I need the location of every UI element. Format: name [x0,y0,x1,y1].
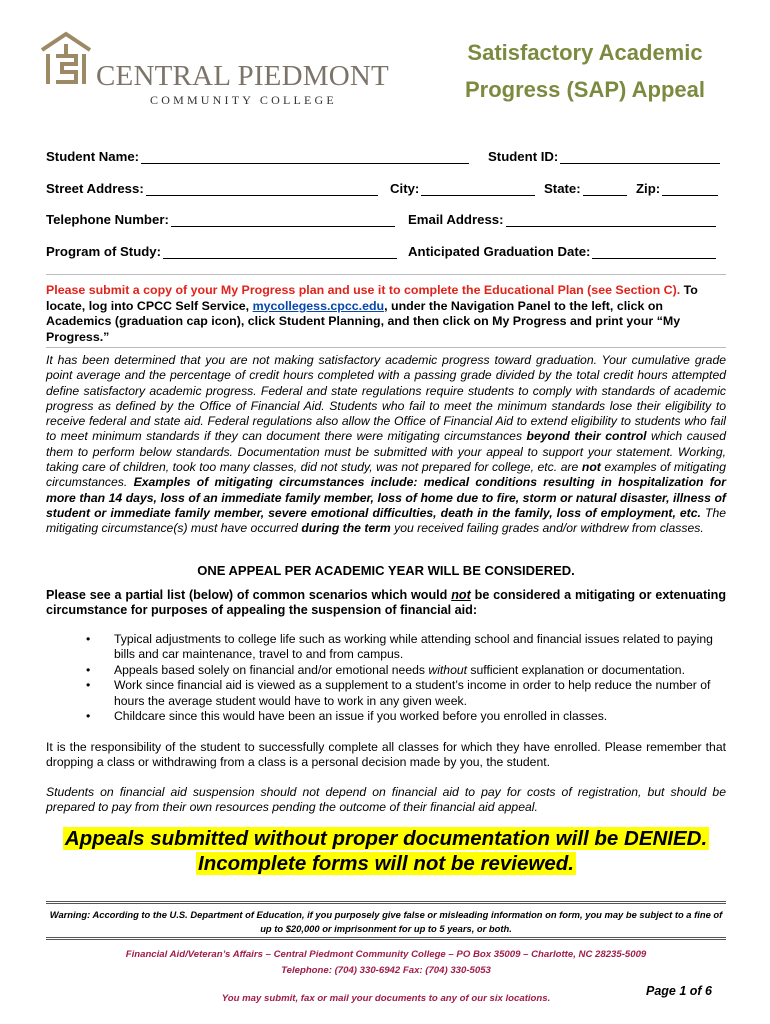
footer-address: Financial Aid/Veteran’s Affairs – Central Piedmont Community College – PO Box 35009 – Charlotte, NC 28235-5009 [125,949,647,960]
graduation-line[interactable] [592,244,716,259]
list-item [86,632,726,663]
zip-label: Zip: [636,181,661,196]
callout-line-2: Incomplete forms will not be reviewed. [198,852,574,875]
suspension-note: Students on financial aid suspension should not depend on financial aid to pay for costs of registration, but should be prepared to pay from their own resources pending the outcome of their financial aid appeal. [46,785,726,815]
one-appeal-heading: ONE APPEAL PER ACADEMIC YEAR WILL BE CONSIDERED. [197,563,575,578]
graduation-label: Anticipated Graduation Date: [408,244,591,259]
telephone-label: Telephone Number: [46,212,169,227]
list-item [86,678,726,709]
intro-text-5: you received failing grades and/or withdrew from classes. [394,521,704,536]
bullet-icon: • [86,632,91,646]
list-item-text: sufficient explanation or documentation. [470,662,685,677]
footer-locations: You may submit, fax or mail your documents to any of our six locations. [221,993,551,1004]
page-number: Page 1 of 6 [646,984,712,998]
state-field[interactable] [544,181,627,196]
instructions [46,283,726,345]
intro-text-1: It has been determined that you are not making satisfactory academic progress toward graduation. Your cumulative grade point average and the percentage of credit hours completed with a passing grade divided by the total credit hours attempted define satisfactory academic progress. Federal and state regulations require students to comply with standards of academic progress as defined by the Office of Financial Aid. Students who fail to meet the minimum standards lose their eligibility to receive federal and state aid. Federal regulations also allow the Office of Financial Aid to extend eligibility to students who fail to meet minimum standards if they can document there were mitigating circumstances [46,353,726,444]
logo-name: CENTRAL PIEDMONT [96,60,389,92]
student-name-label: Student Name: [46,149,140,164]
graduation-field[interactable] [408,244,716,259]
student-id-field[interactable] [488,149,720,164]
title-line-2: Progress (SAP) Appeal [464,77,706,102]
row-program [46,244,730,262]
instructions-text-a: To locate, log into CPCC Self Service, [46,283,698,313]
street-address-field[interactable] [46,181,378,196]
state-line[interactable] [583,181,627,196]
student-id-label: Student ID: [488,149,559,164]
row-student [46,149,730,167]
intro-paragraph [46,353,726,537]
college-logo [38,30,389,110]
callout-line-1: Appeals submitted without proper documentation will be DENIED. [64,827,708,850]
instructions-red: Please submit a copy of your My Progress plan and use it to complete the Educational Plan (see Section C). [46,283,681,297]
intro-text-4: The mitigating circumstance(s) must have occurred [46,505,727,536]
email-field[interactable] [408,212,716,227]
partial-list-text-a: Please see a partial list (below) of common scenarios which would [46,588,448,602]
partial-list-text-b: be considered a mitigating or extenuating circumstance for purposes of appealing the suspension of financial aid: [46,588,727,618]
city-label: City: [390,181,420,196]
college-emblem-icon [38,30,94,90]
student-id-line[interactable] [560,149,720,164]
denial-callout [46,826,726,876]
intro-beyond-control: beyond their control [526,429,647,444]
city-field[interactable] [390,181,535,196]
responsibility-paragraph: It is the responsibility of the student to successfully complete all classes for which they have enrolled. Please remember that dropping a class or withdrawing from a class is a personal decision made by you, the student. [46,740,726,770]
zip-line[interactable] [662,181,718,196]
intro-examples: Examples of mitigating circumstances include: medical conditions resulting in hospitalization for more than 14 days, loss of an immediate family member, loss of home due to fire, storm or natural disaster, illness of student or immediate family member, severe emotional difficulties, death in the family, loss of employment, etc. [46,475,726,520]
list-item-without: without [428,662,468,677]
list-item [86,663,726,678]
student-name-field[interactable] [46,149,469,164]
list-item-text: Appeals based solely on financial and/or emotional needs [114,662,425,677]
self-service-link[interactable]: mycollegess.cpcc.edu [252,298,385,313]
bullet-icon: • [86,678,91,693]
partial-list-not: not [451,588,471,602]
partial-list-intro [46,588,726,619]
row-address [46,181,730,199]
city-line[interactable] [421,181,535,196]
intro-text-3: examples of mitigating circumstances. [46,460,727,490]
program-field[interactable] [46,244,397,259]
zip-field[interactable] [636,181,718,196]
telephone-line[interactable] [171,212,395,227]
intro-during-term: during the term [301,521,391,536]
logo-subtitle: COMMUNITY COLLEGE [150,93,337,107]
street-address-line[interactable] [146,181,378,196]
footer-phone: Telephone: (704) 330-6942 Fax: (704) 330-5053 [281,965,491,976]
program-line[interactable] [163,244,397,259]
intro-text-2: which caused them to perform below standards. Documentation must be submitted with your appeal to support your statement. Working, taking care of children, took too many classes, did not study, was not prepared for college, etc. are [46,429,726,475]
document-title [440,34,730,108]
divider-instructions [46,347,726,348]
list-item [86,709,726,724]
non-mitigating-list [86,632,726,724]
state-label: State: [544,181,581,196]
street-address-label: Street Address: [46,181,144,196]
title-line-1: Satisfactory Academic [467,40,703,65]
divider-warning-bottom [46,937,726,940]
email-line[interactable] [506,212,716,227]
list-item-text: Childcare since this would have been an issue if you worked before you enrolled in classes. [114,709,608,724]
divider-top [46,274,726,275]
email-label: Email Address: [408,212,504,227]
program-label: Program of Study: [46,244,162,259]
instructions-text-b: , under the Navigation Panel to the left, click on Academics (graduation cap icon), click Student Planning, and then click on My Progress and print your “My Progress.” [46,298,681,344]
student-name-line[interactable] [141,149,469,164]
row-contact [46,212,730,230]
list-item-text: Typical adjustments to college life such as working while attending school and financial issues related to paying bills and car maintenance, travel to and from campus. [114,632,713,662]
bullet-icon: • [86,662,91,677]
divider-warning-top [46,901,726,904]
intro-not: not [581,460,601,475]
list-item-text: Work since financial aid is viewed as a supplement to a student’s income in order to help reduce the number of hours the average student would have to work in any given week. [114,678,711,708]
bullet-icon: • [86,709,91,724]
telephone-field[interactable] [46,212,395,227]
legal-warning: Warning: According to the U.S. Department of Education, if you purposely give false or misleading information on form, you may be subject to a fine of up to $20,000 or imprisonment for up to 5 years, or both. [49,909,723,934]
